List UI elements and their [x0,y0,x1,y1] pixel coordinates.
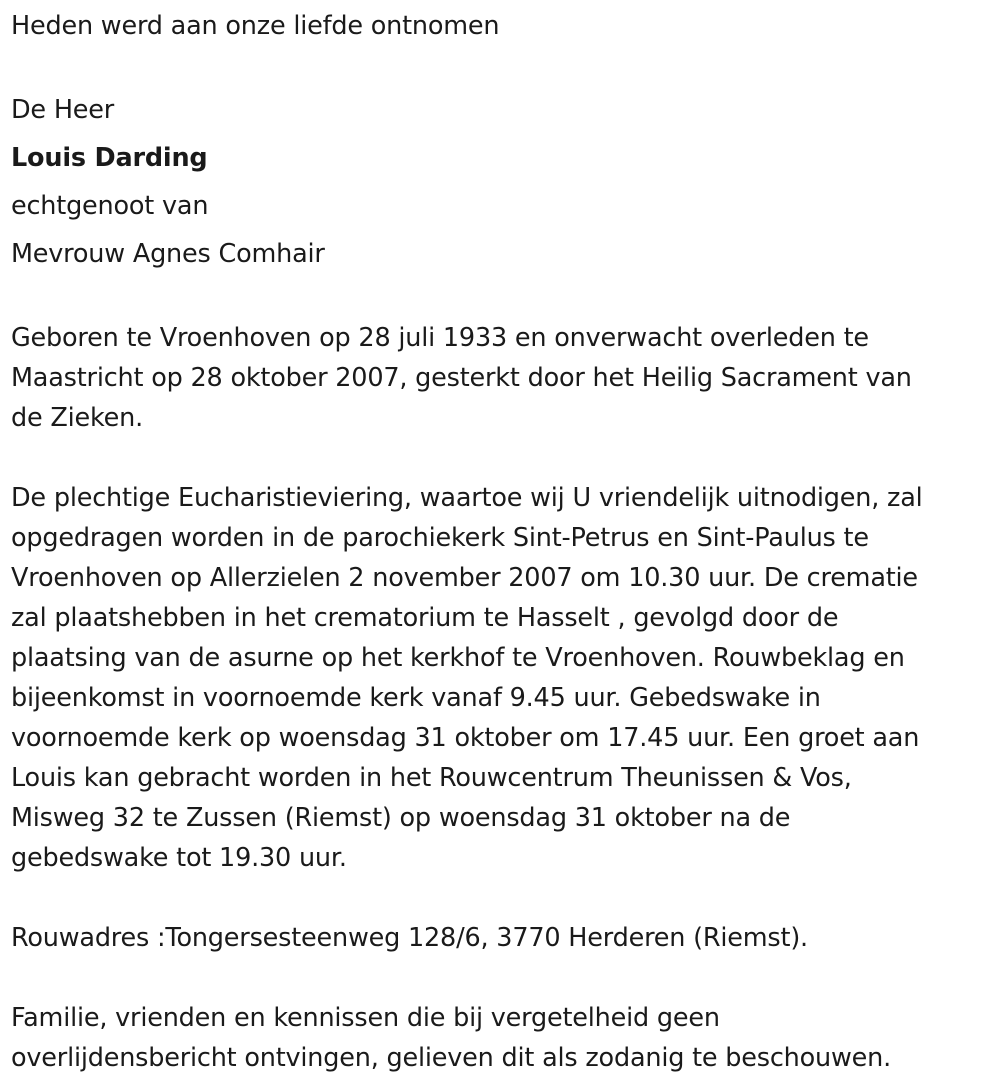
paragraph-line: Rouwadres :Tongersesteenweg 128/6, 3770 Herderen (Riemst). [11,923,808,953]
paragraph-line: Familie, vrienden en kennissen die bij vergetelheid geen [11,1003,720,1033]
paragraph-line: Maastricht op 28 oktober 2007, gesterkt door het Heilig Sacrament van [11,363,912,393]
deceased-name: Louis Darding [11,143,208,173]
mourning-address [11,918,991,958]
paragraph-line: Misweg 32 te Zussen (Riemst) op woensdag 31 oktober na de [11,803,791,833]
paragraph-line: voornoemde kerk op woensdag 31 oktober om 17.45 uur. Een groet aan [11,723,920,753]
relation-text: echtgenoot van [11,191,209,221]
paragraph-line: Geboren te Vroenhoven op 28 juli 1933 en onverwacht overleden te [11,323,869,353]
paragraph-line: De plechtige Eucharistieviering, waartoe wij U vriendelijk uitnodigen, zal [11,483,923,513]
paragraph-line: gebedswake tot 19.30 uur. [11,843,347,873]
spouse-name: Mevrouw Agnes Comhair [11,239,325,269]
birth-death-paragraph [11,318,991,438]
paragraph-line: de Zieken. [11,403,144,433]
paragraph-line: plaatsing van de asurne op het kerkhof te Vroenhoven. Rouwbeklag en [11,643,905,673]
intro-text: Heden werd aan onze liefde ontnomen [11,11,500,41]
paragraph-line: overlijdensbericht ontvingen, gelieven dit als zodanig te beschouwen. [11,1043,892,1073]
ceremony-paragraph [11,478,991,878]
closing-paragraph [11,998,991,1078]
paragraph-line: opgedragen worden in de parochiekerk Sint-Petrus en Sint-Paulus te [11,523,869,553]
death-notice [11,0,991,1078]
paragraph-line: zal plaatshebben in het crematorium te Hasselt , gevolgd door de [11,603,839,633]
honorific-title: De Heer [11,95,115,125]
paragraph-line: Vroenhoven op Allerzielen 2 november 2007 om 10.30 uur. De crematie [11,563,918,593]
paragraph-line: Louis kan gebracht worden in het Rouwcentrum Theunissen & Vos, [11,763,852,793]
paragraph-line: bijeenkomst in voornoemde kerk vanaf 9.45 uur. Gebedswake in [11,683,821,713]
